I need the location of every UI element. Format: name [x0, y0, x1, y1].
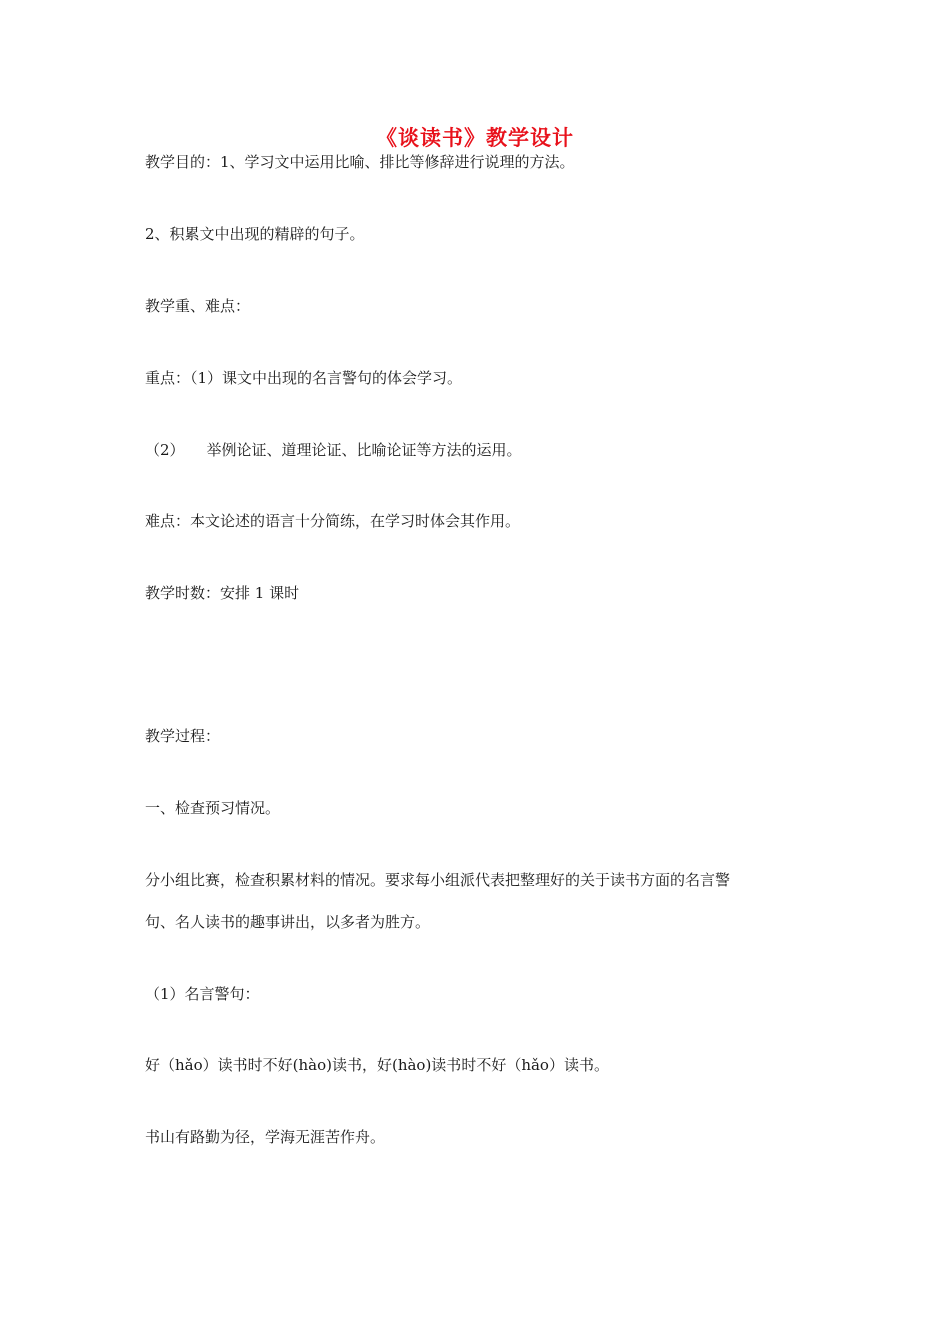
teaching-process-heading: 教学过程：: [145, 727, 221, 745]
group-competition-line-2: 句、名人读书的趣事讲出，以多者为胜方。: [145, 913, 431, 931]
quote-2: 书山有路勤为径，学海无涯苦作舟。: [145, 1128, 386, 1146]
key-point-1: 重点：（1）课文中出现的名言警句的体会学习。: [145, 369, 463, 387]
key-point-2: [145, 440, 522, 460]
famous-quotes-heading: （1）名言警句：: [145, 985, 260, 1003]
difficult-point: 难点：本文论述的语言十分简练，在学习时体会其作用。: [145, 512, 521, 530]
teaching-objective-1: 教学目的：1、学习文中运用比喻、排比等修辞进行说理的方法。: [145, 153, 575, 171]
key-point-2-number: （2）: [145, 441, 185, 459]
key-point-2-text: 举例论证、道理论证、比喻论证等方法的运用。: [206, 441, 522, 459]
group-competition-line-1: 分小组比赛，检查积累材料的情况。要求每小组派代表把整理好的关于读书方面的名言警: [145, 871, 731, 889]
section-one-heading: 一、检查预习情况。: [145, 799, 281, 817]
teaching-objective-2: 2、积累文中出现的精辟的句子。: [145, 225, 365, 243]
quote-1: 好（hǎo）读书时不好(hào)读书，好(hào)读书时不好（hǎo）读书。: [145, 1056, 609, 1074]
teaching-hours: 教学时数：安排 1 课时: [145, 584, 300, 602]
document-title: 《谈读书》教学设计: [376, 126, 574, 150]
key-difficult-points-heading: 教学重、难点：: [145, 297, 251, 315]
